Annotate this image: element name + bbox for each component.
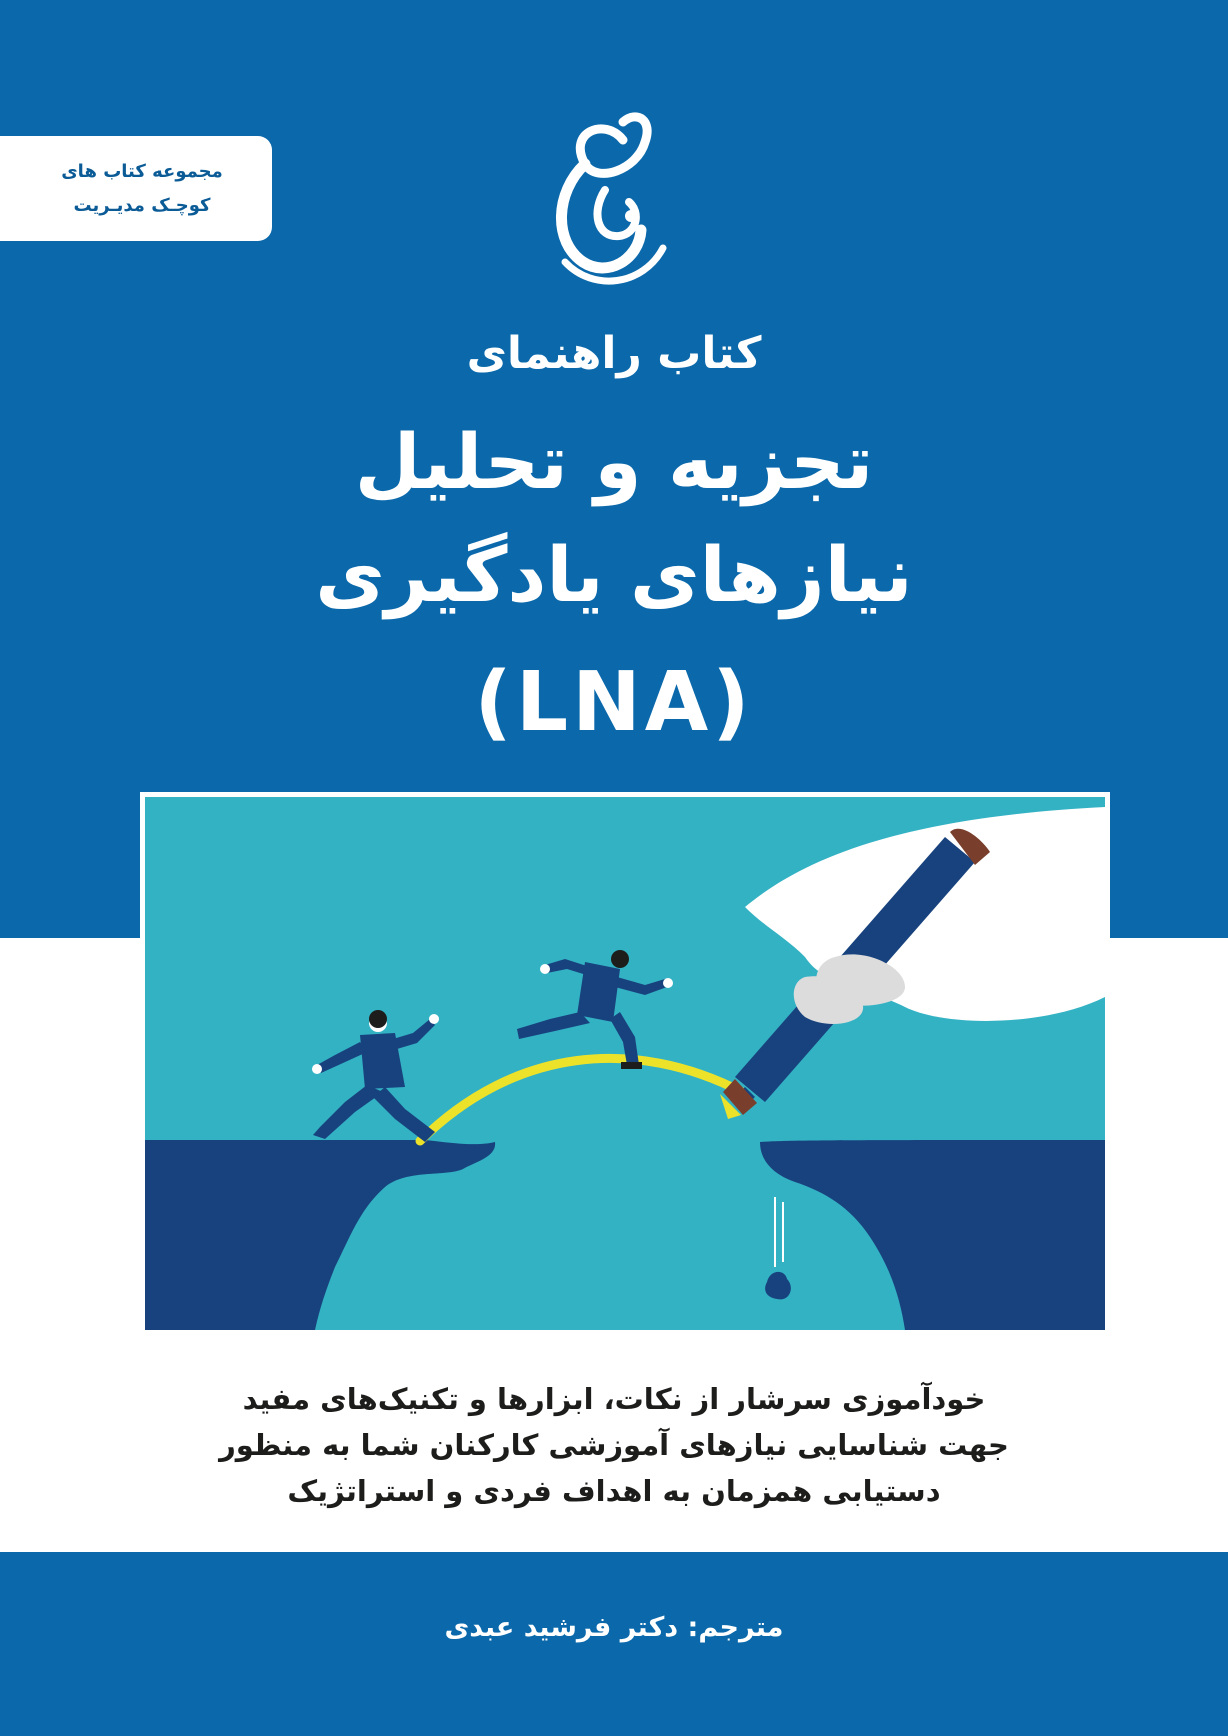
translator-credit: مترجم: دکتر فرشید عبدی	[444, 1612, 784, 1643]
tagline-line-2: جهت شناسایی نیازهای آموزشی کارکنان شما به منظور	[219, 1428, 1009, 1462]
series-line-1: مجموعه کتاب های	[61, 160, 223, 182]
book-subtitle: کتاب راهنمای	[466, 328, 762, 379]
tagline-line-3: دستیابی همزمان به اهداف فردی و استراتژیک	[287, 1474, 941, 1508]
book-acronym: (LNA)	[474, 655, 754, 750]
book-title-line-1: تجزیه و تحلیل	[354, 417, 874, 506]
series-badge	[0, 136, 272, 241]
bridge-drawing-illustration	[145, 797, 1105, 1330]
tagline	[150, 1376, 1078, 1514]
series-line-2: کوچـک مدیـریت	[73, 194, 211, 216]
bottom-blue-band	[0, 1552, 1228, 1736]
book-title-line-2: نیازهای یادگیری	[315, 530, 913, 619]
publisher-logo-icon	[545, 112, 675, 297]
tagline-line-1: خودآموزی سرشار از نکات، ابزارها و تکنیک‌های مفید	[242, 1382, 986, 1416]
